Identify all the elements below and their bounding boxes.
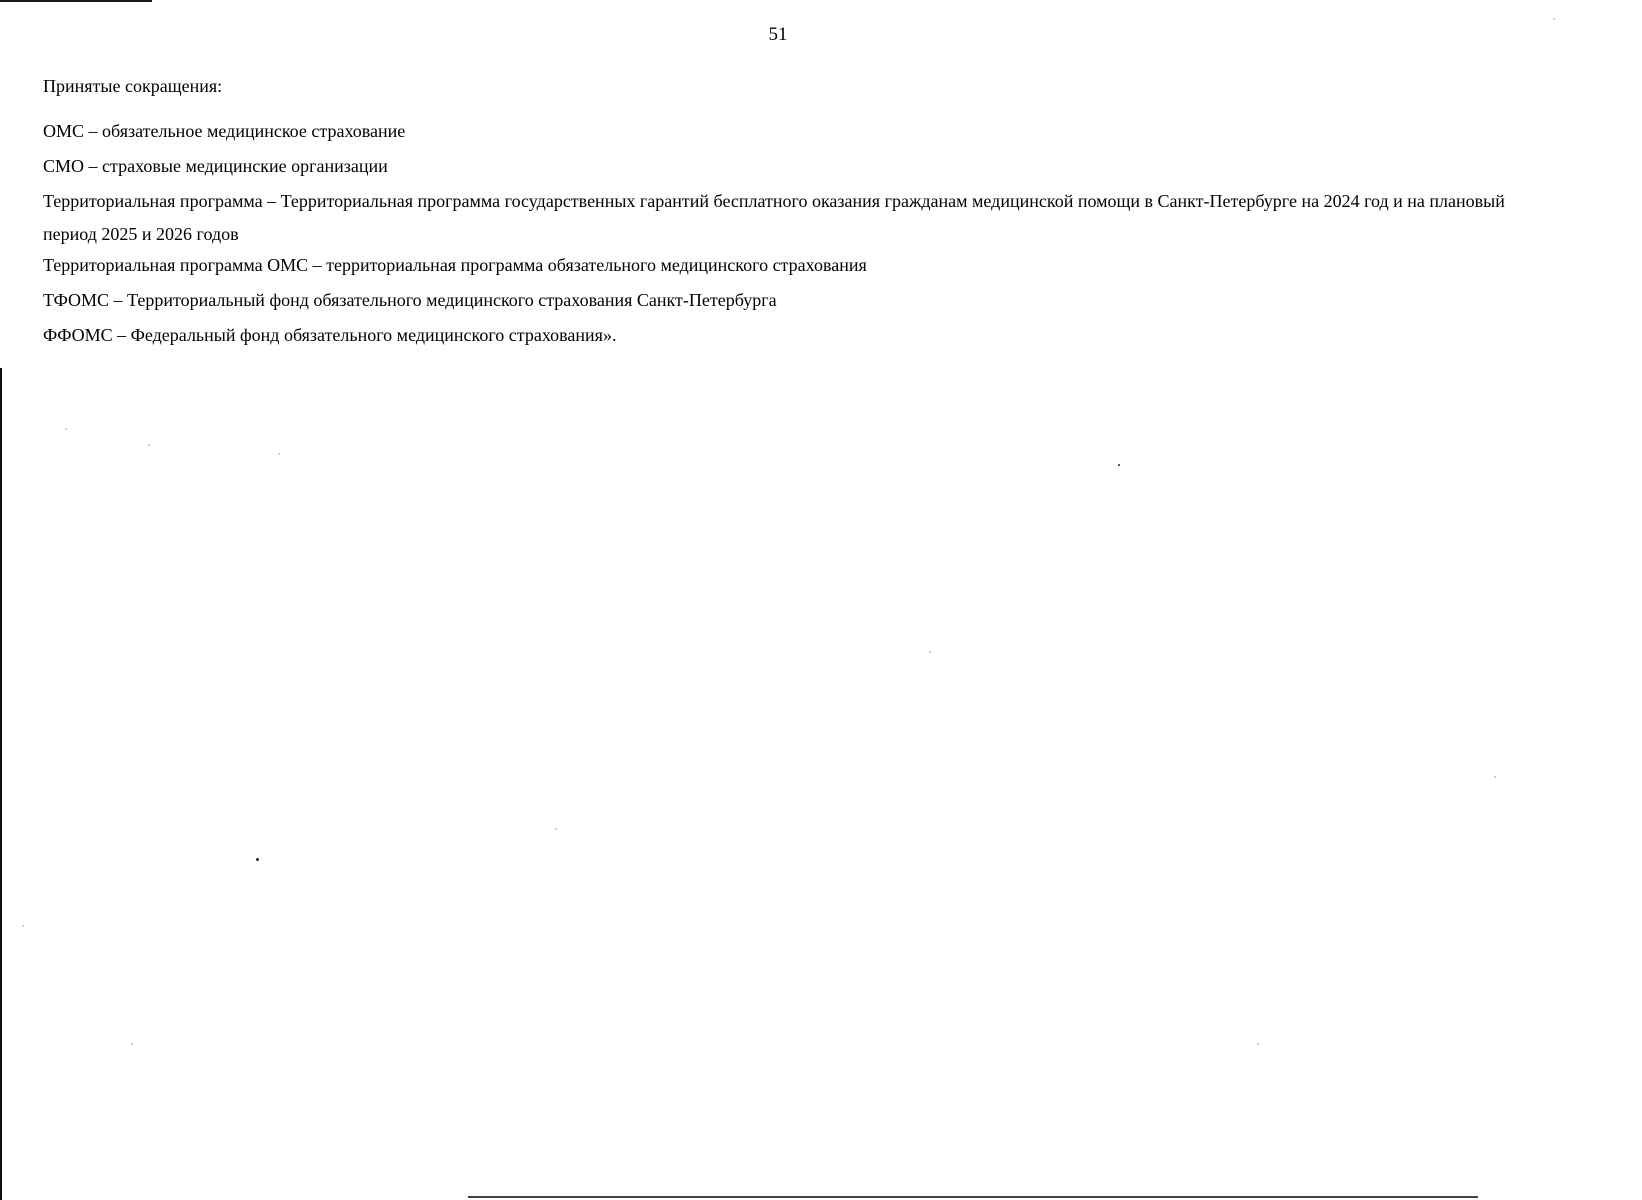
scan-border-top <box>0 0 152 2</box>
scan-speck <box>555 828 557 830</box>
abbreviations-heading: Принятые сокращения: <box>43 76 223 96</box>
abbreviation-territorial-program: Территориальная программа – Территориальная программа государственных гарантий бесплатного оказания гражданам медицинской помощи в Санкт-Петербурге на 2024 год и на плановый период 2025 и 2026 годов <box>43 191 1505 244</box>
scan-speck <box>1118 464 1120 466</box>
scan-speck <box>278 453 280 455</box>
scan-speck <box>1257 1043 1259 1045</box>
abbreviation-smo: СМО – страховые медицинские организации <box>43 156 388 176</box>
abbreviation-tfoms: ТФОМС – Территориальный фонд обязательного медицинского страхования Санкт-Петербурга <box>43 290 777 310</box>
abbreviation-oms: ОМС – обязательное медицинское страхование <box>43 121 406 141</box>
page-number: 51 <box>768 24 788 45</box>
scan-speck <box>65 428 67 430</box>
abbreviation-ffoms: ФФОМС – Федеральный фонд обязательного медицинского страхования». <box>43 325 617 345</box>
abbreviations-list <box>43 120 1543 359</box>
scan-border-bottom <box>468 1196 1478 1198</box>
scan-border-left <box>0 368 2 1200</box>
scan-speck <box>148 444 150 446</box>
scan-speck <box>1494 776 1496 778</box>
abbreviation-territorial-program-oms: Территориальная программа ОМС – территориальная программа обязательного медицинского страхования <box>43 255 867 275</box>
scan-speck <box>256 858 259 861</box>
scan-speck <box>131 1043 133 1045</box>
scan-speck <box>22 925 24 927</box>
scan-speck <box>929 651 931 653</box>
scan-speck <box>1553 18 1555 20</box>
